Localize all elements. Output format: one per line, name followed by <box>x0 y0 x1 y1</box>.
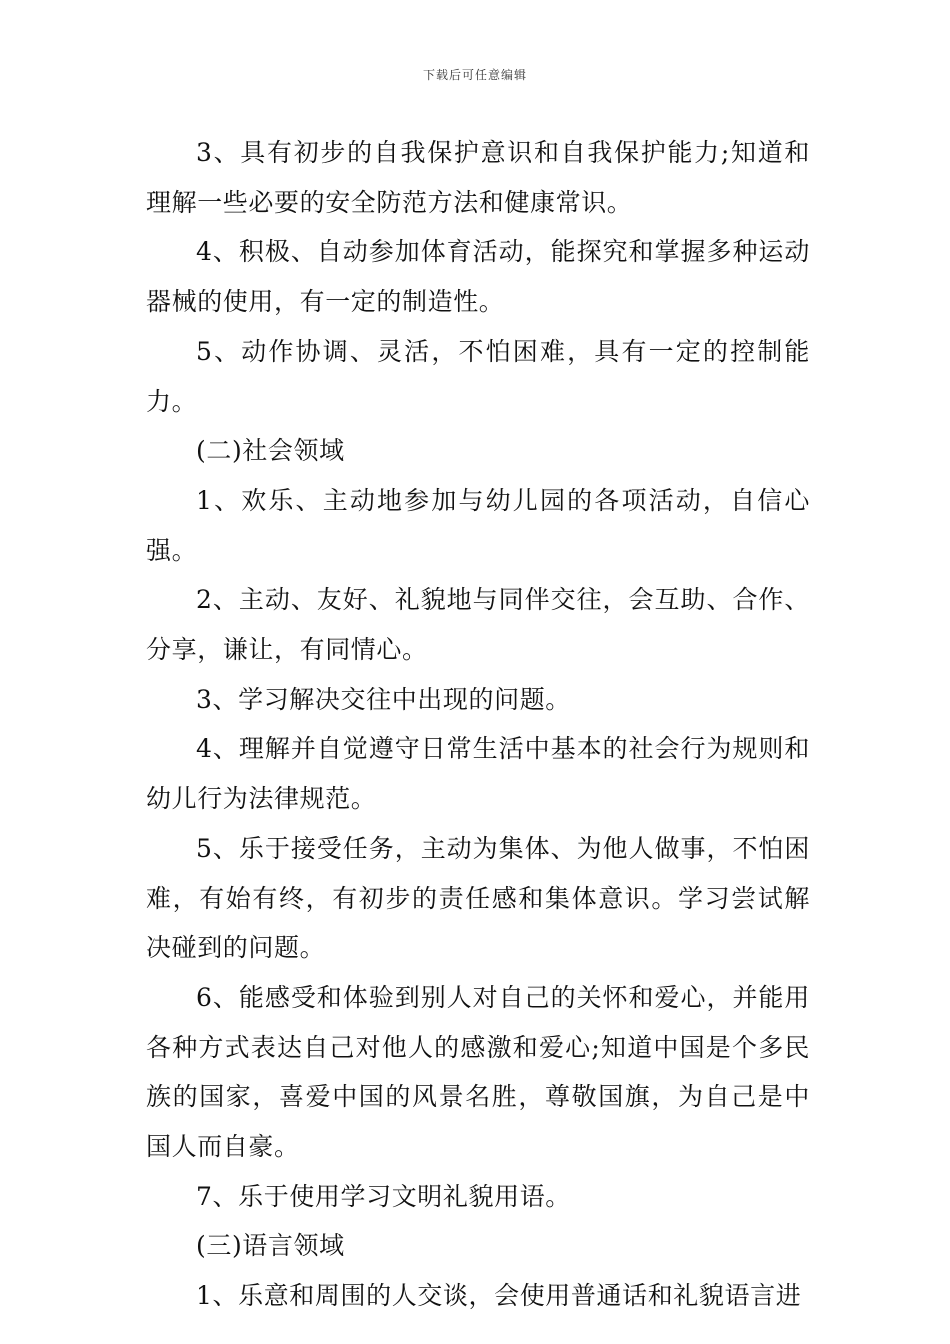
header-note: 下载后可任意编辑 <box>422 68 527 82</box>
document-body <box>146 128 810 1321</box>
paragraph-9: 5、乐于接受任务，主动为集体、为他人做事，不怕困难，有始有终，有初步的责任感和集体意识。学习尝试解决碰到的问题。 <box>146 833 810 963</box>
section-heading-language: (三)语言领域 <box>196 1231 345 1261</box>
section-heading-social: (二)社会领域 <box>196 436 345 466</box>
paragraph-6: 2、主动、友好、礼貌地与同伴交往，会互助、合作、分享，谦让，有同情心。 <box>146 585 810 665</box>
paragraph-5: 1、欢乐、主动地参加与幼儿园的各项活动，自信心强。 <box>146 485 810 565</box>
paragraph-13: 1、乐意和周围的人交谈，会使用普通话和礼貌语言进 <box>196 1281 802 1311</box>
paragraph-8: 4、理解并自觉遵守日常生活中基本的社会行为规则和幼儿行为法律规范。 <box>146 734 810 814</box>
paragraph-11: 7、乐于使用学习文明礼貌用语。 <box>196 1181 571 1211</box>
paragraph-10: 6、能感受和体验到别人对自己的关怀和爱心，并能用各种方式表达自己对他人的感激和爱心;知道中国是个多民族的国家，喜爱中国的风景名胜，尊敬国旗，为自己是中国人而自豪。 <box>146 982 810 1162</box>
paragraph-7: 3、学习解决交往中出现的问题。 <box>196 684 571 714</box>
paragraph-2: 4、积极、自动参加体育活动，能探究和掌握多种运动器械的使用，有一定的制造性。 <box>146 237 810 317</box>
paragraph-3: 5、动作协调、灵活，不怕困难，具有一定的控制能力。 <box>146 336 810 416</box>
paragraph-1: 3、具有初步的自我保护意识和自我保护能力;知道和理解一些必要的安全防范方法和健康常识。 <box>146 138 810 217</box>
